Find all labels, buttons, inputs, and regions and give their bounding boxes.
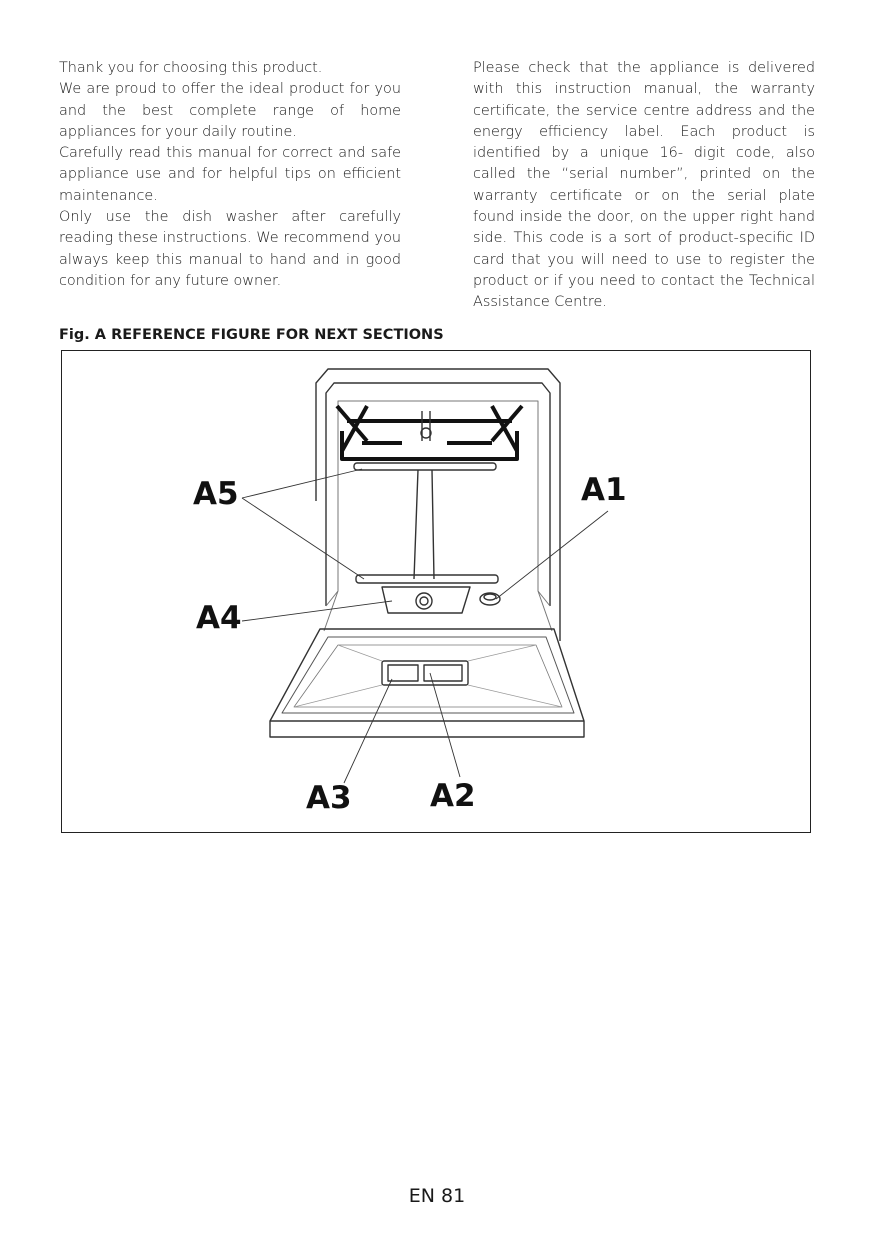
intro-paragraph: Thank you for choosing this product. xyxy=(59,60,323,76)
intro-paragraph: Carefully read this manual for correct and safe appliance use and for helpful tips on efficient maintenance. xyxy=(59,145,401,204)
callout-a2: A2 xyxy=(430,778,476,814)
dishwasher-reference-figure xyxy=(61,350,811,833)
page-number: EN 81 xyxy=(408,1185,466,1207)
callout-a3: A3 xyxy=(306,780,352,816)
dishwasher-illustration xyxy=(62,351,812,834)
intro-text-left xyxy=(59,58,401,292)
figure-caption: Fig. A REFERENCE FIGURE FOR NEXT SECTIONS xyxy=(59,327,444,343)
serial-number-paragraph: Please check that the appliance is delivered with this instruction manual, the warranty certificate, the service centre address and the energy efficiency label. Each product is identified by a unique 16- digit code, also called the “serial number”, printed on the warranty certificate or on the serial plate found inside the door, on the upper right hand side. This code is a sort of product-specific ID card that you will need to use to register the product or if you need to contact the Technical Assistance Centre. xyxy=(473,60,815,311)
intro-paragraph: Only use the dish washer after carefully reading these instructions. We recommend you always keep this manual to hand and in good condition for any future owner. xyxy=(59,209,401,289)
callout-a5: A5 xyxy=(193,476,239,512)
callout-a1: A1 xyxy=(581,472,627,508)
callout-a4: A4 xyxy=(196,600,242,636)
intro-text-right xyxy=(473,58,815,314)
intro-paragraph: We are proud to offer the ideal product for you and the best complete range of home appliances for your daily routine. xyxy=(59,81,401,140)
